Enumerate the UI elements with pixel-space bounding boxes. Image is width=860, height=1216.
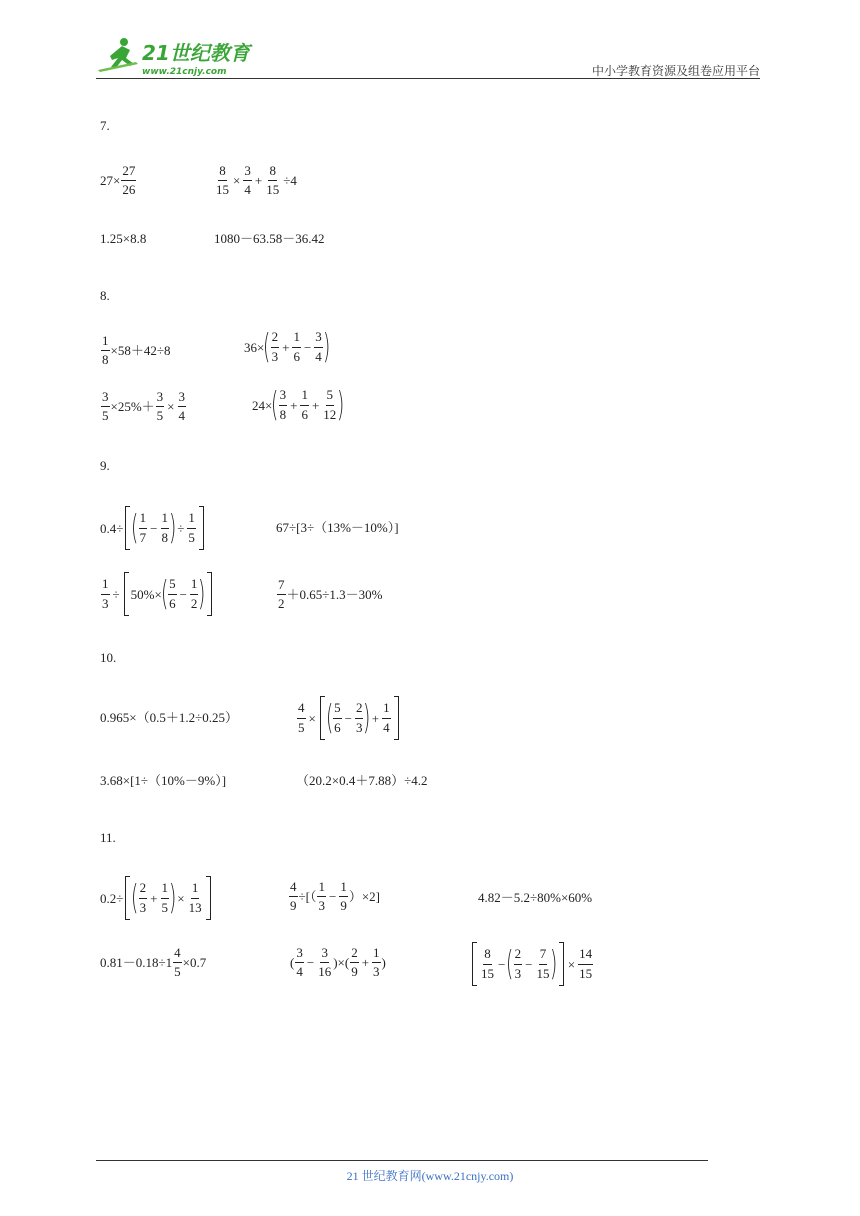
q11-expr-a: 0.2÷ ( $\frac{2}{3}$ + $\frac{1}{5}$ ) × $\frac{1}{13}$ [100,876,213,920]
question-8-number: 8. [100,288,110,303]
question-11-number: 11. [100,830,116,845]
q11-expr-e: ( $\frac{3}{4}$ − $\frac{3}{16}$ )×( $\frac{2}{9}$ + $\frac{1}{3}$ ) [290,945,386,980]
q8-expr-a: $\frac{1}{8}$ ×58＋42÷8 [102,333,171,368]
q9-expr-a: 0.4÷ ( $\frac{1}{7}$ − $\frac{1}{8}$ ) ÷ $\frac{1}{5}$ [100,506,206,550]
q9-expr-d: $\frac{7}{2}$ ＋0.65÷1.3－30% [278,577,383,612]
header-divider [96,78,760,79]
q11-expr-c: 4.82－5.2÷80%×60% [478,890,593,905]
q8-expr-d: 24× ( $\frac{3}{8}$ + $\frac{1}{6}$ + $\frac{5}{12}$ ) [252,385,345,425]
21cnjy-logo [96,34,266,78]
svg-text:www.21cnjy.com: www.21cnjy.com [142,67,227,77]
question-7-number: 7. [100,118,110,133]
q9-expr-c: $\frac{1}{3}$ ÷ 50%× ( $\frac{5}{6}$ − $\frac{1}{2}$ ) [100,572,214,616]
q8-expr-b: 36× ( $\frac{2}{3}$ + $\frac{1}{6}$ − $\frac{3}{4}$ ) [244,327,331,367]
q10-expr-a: 0.965×（0.5＋1.2÷0.25） [100,710,238,725]
q7-expr-c: 1.25×8.8 [100,231,147,246]
question-10-number: 10. [100,650,117,665]
q7-expr-b: $\frac{8}{15}$ × $\frac{3}{4}$ + $\frac{8}{15}$ ÷4 [216,163,297,198]
footer-divider [96,1160,708,1161]
q7-expr-a: 27× $\frac{27}{26}$ [100,163,136,198]
q11-expr-d: 0.81－0.18÷1 $\frac{4}{5}$ ×0.7 [100,945,207,980]
q10-expr-d: （20.2×0.4＋7.88）÷4.2 [296,773,428,788]
svg-text:21世纪教育: 21世纪教育 [142,41,250,65]
question-9-number: 9. [100,458,110,473]
q7-expr-d: 1080－63.58－36.42 [214,231,325,246]
q11-expr-f: $\frac{8}{15}$ − ( $\frac{2}{3}$ − $\frac{7}{15}$ ) × $\frac{14}{15}$ [470,942,594,986]
header-platform-text: 中小学教育资源及组卷应用平台 [591,64,760,78]
q9-expr-b: 67÷[3÷（13%－10%）] [276,520,399,535]
q10-expr-b: $\frac{4}{5}$ × ( $\frac{5}{6}$ − $\frac{2}{3}$ ) + $\frac{1}{4}$ [296,696,401,740]
q11-expr-b: $\frac{4}{9}$ ÷[（ $\frac{1}{3}$ − $\frac{1}{9}$ ）×2] [290,879,380,914]
footer-text: 21 世纪教育网(www.21cnjy.com) [346,1169,514,1183]
q8-expr-c: $\frac{3}{5}$ ×25%＋ $\frac{3}{5}$ × $\frac{3}{4}$ [102,389,186,424]
page-header [96,34,760,78]
q10-expr-c: 3.68×[1÷（10%－9%）] [100,773,227,788]
